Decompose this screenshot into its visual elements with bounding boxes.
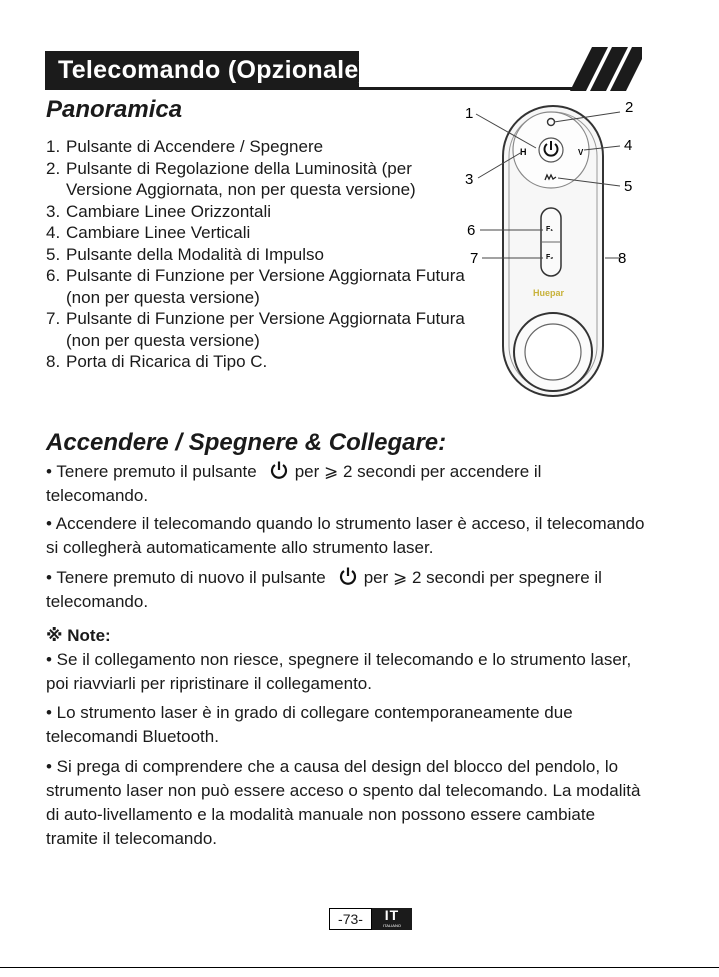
item-text: Pulsante di Accendere / Spegnere	[66, 137, 324, 156]
language-name: ITALIANO	[383, 923, 401, 928]
item-text: Cambiare Linee Verticali	[66, 223, 251, 242]
overview-heading: Panoramica	[46, 96, 183, 123]
page-number: -73-	[329, 908, 372, 930]
item-text: Pulsante di Funzione per Versione Aggiornata Futura (non per questa versione)	[66, 266, 465, 307]
item-text: Cambiare Linee Orizzontali	[66, 201, 272, 221]
item-text: Pulsante di Funzione per Versione Aggiornata Futura (non per questa versione)	[66, 309, 465, 350]
notes-heading: ※ Note:	[46, 626, 111, 645]
list-item	[46, 244, 466, 266]
language-code: IT	[384, 907, 400, 923]
list-item	[46, 136, 466, 158]
f1-label: F₁	[546, 226, 554, 233]
callout-4: 4	[624, 137, 633, 154]
item-text: Porta di Ricarica di Tipo C.	[66, 352, 268, 371]
list-item	[46, 308, 466, 351]
item-text: Pulsante della Modalità di Impulso	[66, 244, 324, 264]
callout-7: 7	[470, 250, 479, 267]
callout-5: 5	[624, 178, 633, 195]
list-item	[46, 201, 466, 223]
note-item: • Si prega di comprendere che a causa del design del blocco del pendolo, lo strumento laser non può essere acceso o spento dal telecomando. La modalità di auto-livellamento e la modalità manuale non possono essere cambiate tramite il telecomando.	[46, 757, 641, 848]
note-item: • Lo strumento laser è in grado di collegare contemporaneamente due telecomandi Bluetooth.	[46, 703, 573, 746]
list-item	[46, 158, 466, 201]
power-section-heading: Accendere / Spegnere & Collegare:	[46, 429, 447, 456]
paragraph-text: per ⩾ 2 secondi per spegnere il telecomando.	[46, 568, 602, 611]
item-number: 3.	[46, 201, 61, 221]
item-number: 2.	[46, 158, 61, 178]
decorative-slashes	[556, 47, 642, 91]
item-number: 8.	[46, 352, 61, 371]
auto-connect-paragraph: • Accendere il telecomando quando lo strumento laser è acceso, il telecomando si collegherà automaticamente allo strumento laser.	[46, 514, 645, 557]
paragraph-text: • Tenere premuto di nuovo il pulsante	[46, 568, 326, 587]
paragraph-text: • Tenere premuto il pulsante	[46, 462, 257, 481]
bottom-button	[525, 324, 581, 380]
note-item: • Se il collegamento non riesce, spegnere il telecomando e lo strumento laser, poi riavviarli per ripristinare il collegamento.	[46, 650, 632, 693]
remote-control-diagram	[460, 96, 650, 406]
power-icon	[269, 460, 289, 480]
power-off-paragraph	[46, 566, 646, 614]
list-item	[46, 265, 466, 308]
callout-8: 8	[618, 250, 627, 267]
item-number: 1.	[46, 137, 61, 156]
callout-1: 1	[465, 105, 474, 122]
callout-2: 2	[625, 99, 634, 116]
power-icon	[338, 566, 358, 586]
vertical-lines-label: V	[578, 148, 584, 157]
language-badge	[372, 908, 412, 930]
horizontal-lines-label: H	[520, 147, 527, 157]
item-text: Pulsante di Regolazione della Luminosità (per Versione Aggiornata, non per questa versione)	[66, 158, 416, 199]
brand-logo: Huepar	[533, 288, 565, 298]
header-rule	[45, 87, 585, 90]
item-number: 5.	[46, 244, 61, 264]
f2-label: F₂	[546, 254, 554, 261]
list-item	[46, 351, 466, 373]
item-number: 4.	[46, 223, 61, 242]
bottom-rule	[0, 967, 719, 968]
power-on-paragraph	[46, 460, 646, 508]
section-title: Telecomando (Opzionale)	[58, 56, 368, 84]
paragraph-text: per ⩾ 2 secondi per accendere il telecomando.	[46, 462, 542, 505]
callout-6: 6	[467, 222, 476, 239]
callout-3: 3	[465, 171, 474, 188]
item-number: 6.	[46, 266, 61, 285]
list-item	[46, 222, 466, 244]
feature-list	[46, 136, 466, 373]
item-number: 7.	[46, 309, 61, 328]
